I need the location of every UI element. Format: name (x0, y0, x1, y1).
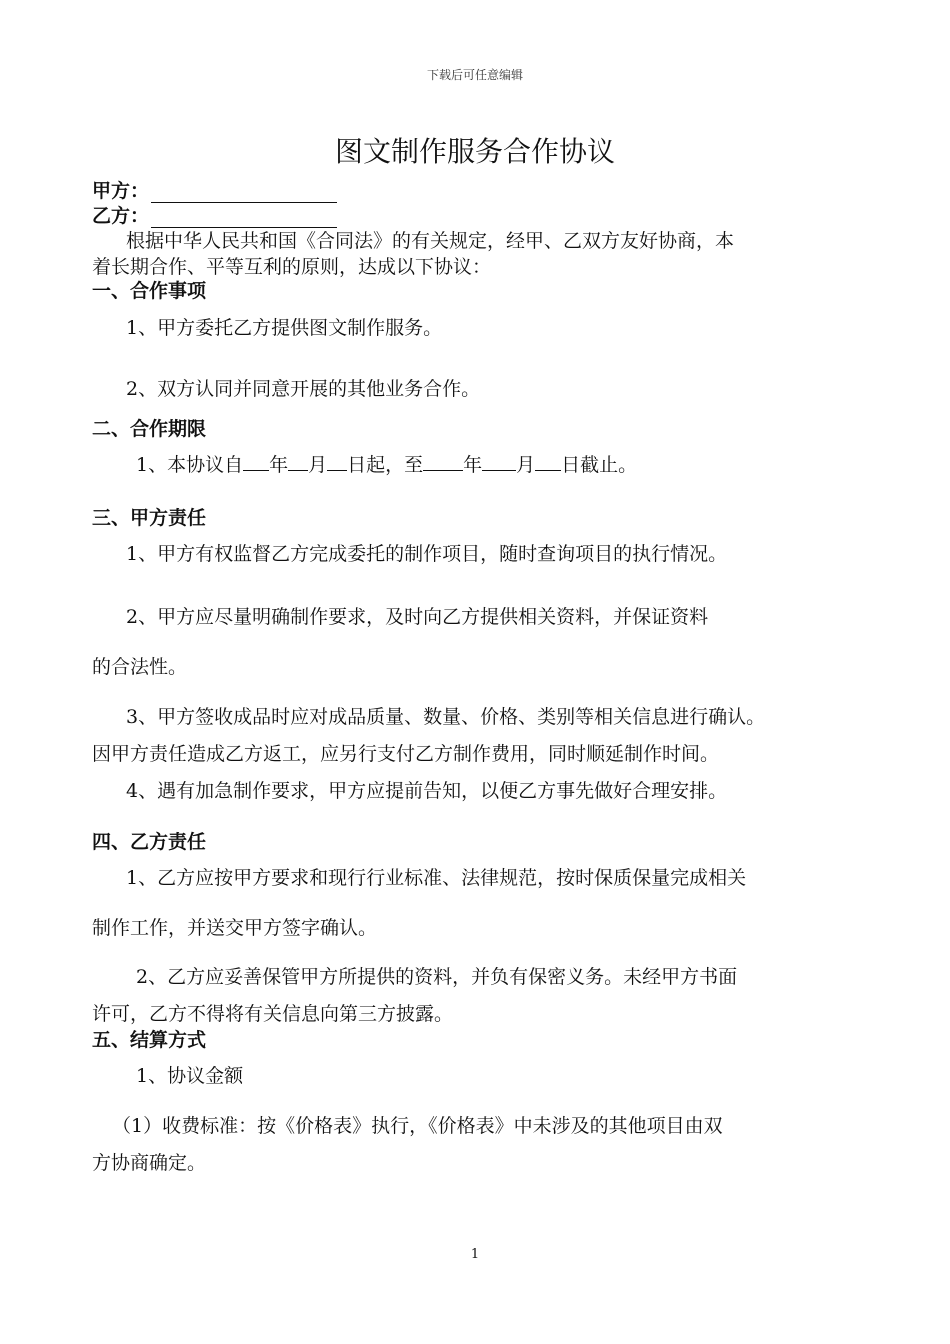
end-day-blank (535, 452, 561, 471)
section-3-item-4: 4、遇有加急制作要求，甲方应提前告知，以便乙方事先做好合理安排。 (126, 780, 728, 802)
term-text-1: 1、本协议自 (136, 454, 244, 476)
party-a-label: 甲方： (92, 180, 150, 202)
party-a-blank (151, 182, 337, 203)
end-year-blank (423, 452, 463, 471)
section-2-heading: 二、合作期限 (92, 418, 207, 440)
section-5-sub-1-line-1: （1）收费标准：按《价格表》执行，《价格表》中未涉及的其他项目由双 (112, 1115, 723, 1137)
term-text-4: 日起，至 (347, 454, 424, 476)
header-note: 下载后可任意编辑 (426, 68, 523, 82)
start-year-blank (243, 452, 269, 471)
intro-line-1: 根据中华人民共和国《合同法》的有关规定，经甲、乙双方友好协商，本 (126, 230, 735, 252)
party-b-field (92, 201, 337, 228)
section-3-item-1: 1、甲方有权监督乙方完成委托的制作项目，随时查询项目的执行情况。 (126, 543, 728, 565)
party-b-label: 乙方： (92, 205, 150, 227)
end-month-blank (482, 452, 516, 471)
section-4-item-2-line-2: 许可，乙方不得将有关信息向第三方披露。 (92, 1003, 454, 1025)
page-number: 1 (470, 1247, 480, 1262)
section-2-item-1 (136, 450, 637, 477)
term-text-6: 月 (516, 454, 536, 476)
section-4-item-1-line-2: 制作工作，并送交甲方签字确认。 (92, 917, 378, 939)
section-4-item-1-line-1: 1、乙方应按甲方要求和现行行业标准、法律规范，按时保质保量完成相关 (126, 867, 747, 889)
party-a-field (92, 176, 337, 203)
section-4-heading: 四、乙方责任 (92, 831, 207, 853)
section-5-heading: 五、结算方式 (92, 1029, 207, 1051)
term-text-2: 年 (269, 454, 289, 476)
document-title: 图文制作服务合作协议 (334, 135, 615, 168)
section-3-item-2-line-1: 2、甲方应尽量明确制作要求，及时向乙方提供相关资料，并保证资料 (126, 606, 709, 628)
section-4-item-2-line-1: 2、乙方应妥善保管甲方所提供的资料，并负有保密义务。未经甲方书面 (136, 966, 738, 988)
section-3-item-3-line-2: 因甲方责任造成乙方返工，应另行支付乙方制作费用，同时顺延制作时间。 (92, 743, 720, 765)
start-day-blank (327, 452, 347, 471)
section-5-item-1: 1、协议金额 (136, 1065, 244, 1087)
section-1-heading: 一、合作事项 (92, 280, 207, 302)
section-1-item-1: 1、甲方委托乙方提供图文制作服务。 (126, 317, 443, 339)
section-3-item-2-line-2: 的合法性。 (92, 656, 188, 678)
party-b-blank (151, 207, 337, 228)
start-month-blank (288, 452, 308, 471)
term-text-7: 日截止。 (561, 454, 638, 476)
intro-line-2: 着长期合作、平等互利的原则，达成以下协议： (92, 256, 492, 278)
section-5-sub-1-line-2: 方协商确定。 (92, 1152, 207, 1174)
term-text-3: 月 (308, 454, 328, 476)
section-1-item-2: 2、双方认同并同意开展的其他业务合作。 (126, 378, 481, 400)
term-text-5: 年 (463, 454, 483, 476)
section-3-heading: 三、甲方责任 (92, 507, 207, 529)
section-3-item-3-line-1: 3、甲方签收成品时应对成品质量、数量、价格、类别等相关信息进行确认。 (126, 706, 766, 728)
